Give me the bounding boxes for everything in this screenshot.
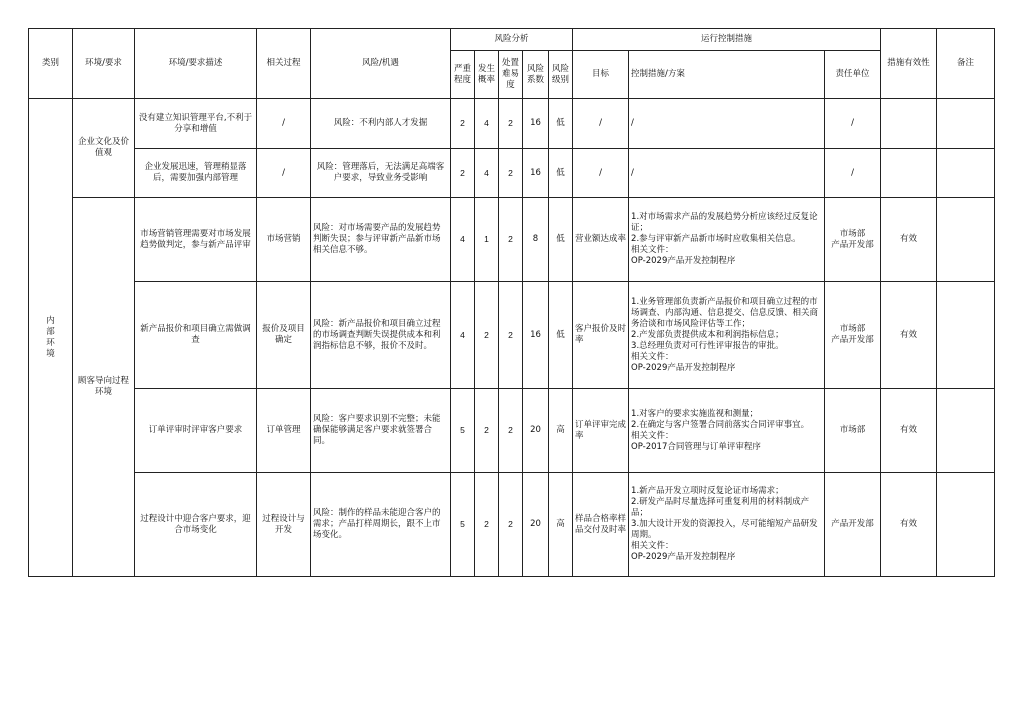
row-process: 订单管理	[257, 389, 311, 473]
row-difficulty: 2	[499, 282, 523, 389]
row-target: /	[573, 149, 629, 198]
table-row	[29, 282, 995, 389]
row-severity: 4	[451, 198, 475, 282]
row-process: /	[257, 149, 311, 198]
row-effectiveness: 有效	[881, 473, 937, 577]
row-dept: 产品开发部	[825, 473, 881, 577]
measure-line: 2.研发产品时尽量选择可重复利用的材料制成产品；	[631, 497, 810, 518]
row-remarks	[937, 149, 995, 198]
row-risk: 风险：客户要求识别不完整；未能确保能够满足客户要求就签署合同。	[311, 389, 451, 473]
row-desc: 没有建立知识管理平台,不利于分享和增值	[135, 99, 257, 149]
row-measures	[629, 198, 825, 282]
row-level: 高	[549, 473, 573, 577]
row-dept: 市场部	[825, 389, 881, 473]
header-level: 风险级别	[549, 51, 573, 99]
measure-line: 3.加大设计开发的资源投入，尽可能缩短产品研发周期。	[631, 519, 818, 540]
row-coefficient: 8	[523, 198, 549, 282]
header-coefficient: 风险系数	[523, 51, 549, 99]
row-probability: 2	[475, 389, 499, 473]
row-level: 低	[549, 282, 573, 389]
measure-line: OP-2017合同管理与订单评审程序	[631, 441, 761, 452]
row-coefficient: 16	[523, 149, 549, 198]
row-remarks	[937, 99, 995, 149]
row-desc: 订单评审时评审客户要求	[135, 389, 257, 473]
row-level: 低	[549, 198, 573, 282]
row-target: 样品合格率样品交付及时率	[573, 473, 629, 577]
group-culture: 企业文化及价值观	[73, 99, 135, 198]
row-effectiveness: 有效	[881, 282, 937, 389]
measure-line: 相关文件：	[631, 245, 674, 255]
measure-line: OP-2029产品开发控制程序	[631, 256, 736, 266]
row-desc: 企业发展迅速，管理稍显落后，需要加强内部管理	[135, 149, 257, 198]
row-risk: 风险：对市场需要产品的发展趋势判断失误；参与评审新产品新市场相关信息不够。	[311, 198, 451, 282]
measure-line: OP-2029产品开发控制程序	[631, 552, 736, 562]
header-env-req: 环境/要求	[73, 29, 135, 99]
row-probability: 1	[475, 198, 499, 282]
row-difficulty: 2	[499, 473, 523, 577]
measure-line: 相关文件：	[631, 430, 674, 441]
category-cell	[29, 99, 73, 577]
row-coefficient: 16	[523, 282, 549, 389]
header-control-measures: 运行控制措施	[573, 29, 881, 51]
row-remarks	[937, 282, 995, 389]
table-row	[29, 149, 995, 198]
header-remarks: 备注	[937, 29, 995, 99]
row-coefficient: 20	[523, 389, 549, 473]
row-severity: 2	[451, 149, 475, 198]
measure-line: 3.总经理负责对可行性评审报告的审批。	[631, 340, 784, 351]
row-measures	[629, 149, 825, 198]
row-risk: 风险：不利内部人才发掘	[311, 99, 451, 149]
group-customer: 顾客导向过程环境	[73, 198, 135, 577]
table-row	[29, 99, 995, 149]
measure-line: 2.参与评审新产品新市场时应收集相关信息。	[631, 234, 801, 244]
header-target: 目标	[573, 51, 629, 99]
table-row	[29, 198, 995, 282]
row-measures	[629, 389, 825, 473]
table-row	[29, 389, 995, 473]
row-severity: 5	[451, 389, 475, 473]
measure-line: 1.新产品开发立项时反复论证市场需求；	[631, 486, 784, 496]
row-coefficient: 16	[523, 99, 549, 149]
row-difficulty: 2	[499, 198, 523, 282]
row-effectiveness: 有效	[881, 198, 937, 282]
row-target: 订单评审完成率	[573, 389, 629, 473]
risk-control-table	[28, 28, 995, 577]
header-effectiveness: 措施有效性	[881, 29, 937, 99]
row-effectiveness	[881, 149, 937, 198]
row-dept: 市场部 产品开发部	[825, 198, 881, 282]
row-level: 高	[549, 389, 573, 473]
row-measures	[629, 99, 825, 149]
row-severity: 2	[451, 99, 475, 149]
header-risk-opportunity: 风险/机遇	[311, 29, 451, 99]
row-process: 报价及项目确定	[257, 282, 311, 389]
row-dept: /	[825, 99, 881, 149]
header-severity: 严重程度	[451, 51, 475, 99]
row-remarks	[937, 473, 995, 577]
row-measures	[629, 473, 825, 577]
row-probability: 2	[475, 473, 499, 577]
row-difficulty: 2	[499, 149, 523, 198]
row-process: 市场营销	[257, 198, 311, 282]
measure-line: /	[631, 118, 634, 128]
measure-line: 1.对客户的要求实施监视和测量；	[631, 408, 759, 419]
row-probability: 2	[475, 282, 499, 389]
measure-line: 1.业务管理部负责新产品报价和项目确立过程的市场调查、内部沟通、信息提交、信息反馈、相关商务洽谈和市场风险评估等工作；	[631, 296, 819, 329]
row-effectiveness: 有效	[881, 389, 937, 473]
row-remarks	[937, 198, 995, 282]
row-risk: 风险：管理落后，无法满足高端客户要求，导致业务受影响	[311, 149, 451, 198]
row-difficulty: 2	[499, 99, 523, 149]
row-desc: 新产品报价和项目确立需做调查	[135, 282, 257, 389]
row-desc: 过程设计中迎合客户要求，迎合市场变化	[135, 473, 257, 577]
measure-line: OP-2029产品开发控制程序	[631, 362, 736, 373]
measure-line: 2.产发部负责提供成本和利润指标信息；	[631, 329, 784, 340]
row-dept: /	[825, 149, 881, 198]
row-measures	[629, 282, 825, 389]
row-probability: 4	[475, 149, 499, 198]
header-process: 相关过程	[257, 29, 311, 99]
row-level: 低	[549, 149, 573, 198]
category-label: 内部环境	[46, 315, 55, 359]
row-coefficient: 20	[523, 473, 549, 577]
row-target: /	[573, 99, 629, 149]
header-category: 类别	[29, 29, 73, 99]
measure-line: 相关文件：	[631, 541, 674, 551]
row-difficulty: 2	[499, 389, 523, 473]
row-remarks	[937, 389, 995, 473]
row-severity: 5	[451, 473, 475, 577]
row-desc: 市场营销管理需要对市场发展趋势做判定，参与新产品评审	[135, 198, 257, 282]
measure-line: /	[631, 167, 634, 178]
row-process: /	[257, 99, 311, 149]
table-row	[29, 473, 995, 577]
row-target: 客户报价及时率	[573, 282, 629, 389]
row-level: 低	[549, 99, 573, 149]
header-plan: 控制措施/方案	[629, 51, 825, 99]
row-target: 营业额达成率	[573, 198, 629, 282]
measure-line: 1.对市场需求产品的发展趋势分析应该经过反复论证；	[631, 212, 818, 233]
header-risk-analysis: 风险分析	[451, 29, 573, 51]
row-probability: 4	[475, 99, 499, 149]
header-dept: 责任单位	[825, 51, 881, 99]
row-risk: 风险：新产品报价和项目确立过程的市场调查判断失误提供成本和利润指标信息不够，报价不及时。	[311, 282, 451, 389]
header-difficulty: 处置难易度	[499, 51, 523, 99]
header-probability: 发生概率	[475, 51, 499, 99]
row-effectiveness	[881, 99, 937, 149]
row-risk: 风险：制作的样品未能迎合客户的需求；产品打样周期长，跟不上市场变化。	[311, 473, 451, 577]
header-env-desc: 环境/要求描述	[135, 29, 257, 99]
row-severity: 4	[451, 282, 475, 389]
measure-line: 2.在确定与客户签署合同前落实合同评审事宜。	[631, 419, 810, 430]
row-process: 过程设计与开发	[257, 473, 311, 577]
measure-line: 相关文件：	[631, 351, 674, 362]
row-dept: 市场部 产品开发部	[825, 282, 881, 389]
